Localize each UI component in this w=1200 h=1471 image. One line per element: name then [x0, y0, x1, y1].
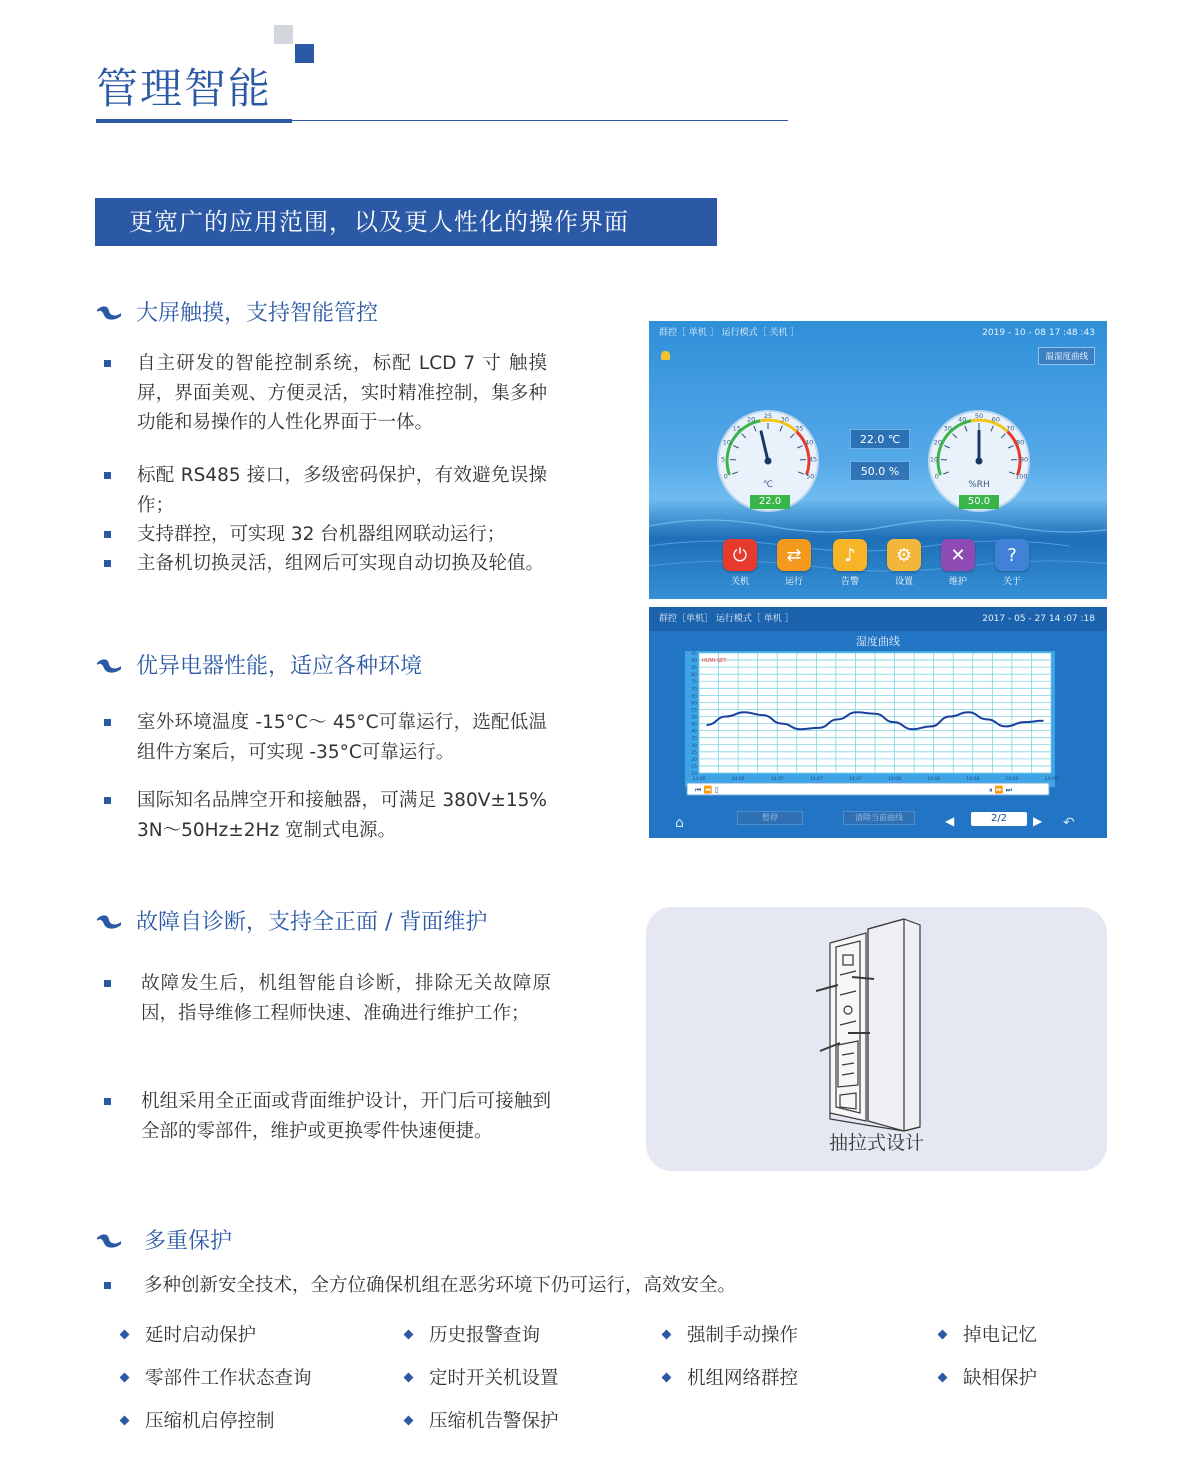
bullet-square: [104, 360, 111, 367]
chart-ytick-label: 25: [691, 750, 697, 756]
hum-gauge-tick-label: 40: [958, 415, 967, 424]
chart-ytick-label: 40: [691, 729, 697, 735]
menu-label: 设置: [894, 577, 913, 587]
hum-gauge-hub: [976, 458, 983, 465]
humidity-point: [781, 723, 783, 725]
chart-xtick-label: 14:06: [731, 777, 745, 782]
feature-item: [663, 1364, 798, 1390]
tools-icon: ✕: [941, 539, 975, 571]
chart-xtick-label: 14:08: [966, 777, 980, 782]
chart-ytick-label: 55: [691, 708, 697, 714]
chart-ytick-label: 20: [691, 757, 697, 763]
chart-ytick-label: 85: [691, 666, 697, 672]
cycle-icon: ⇄: [777, 539, 811, 571]
menu-label: 告警: [840, 577, 859, 587]
chart-ytick-label: 70: [691, 687, 697, 693]
bullet-text: 室外环境温度 -15°C～ 45°C可靠运行，选配低温组件方案后，可实现 -35°C可靠运行。: [137, 712, 547, 763]
diamond-bullet: [938, 1372, 948, 1382]
temp-gauge-tick-label: 25: [763, 412, 773, 420]
touchscreen-main: [649, 321, 1107, 599]
chart-xtick-label: 14:07: [809, 777, 823, 782]
wave-icon: [96, 303, 122, 321]
chart-ytick-label: 35: [691, 736, 697, 742]
cabinet-drawing: [816, 915, 936, 1133]
title-underline: [96, 119, 292, 123]
chart-xtick-label: 14:06: [692, 777, 706, 782]
humidity-point: [986, 719, 988, 721]
menu-label: 运行: [784, 577, 803, 587]
hum-gauge-tick-label: 50: [974, 412, 984, 420]
back-icon[interactable]: ↶: [1063, 815, 1075, 831]
temp-gauge-unit: ℃: [762, 480, 774, 490]
humidity-point: [968, 711, 970, 713]
wave-icon: [96, 656, 122, 674]
humidity-point: [837, 719, 839, 721]
feature-item: [939, 1364, 1037, 1390]
menu-button-maintenance[interactable]: [941, 539, 975, 587]
page-title: 管理智能: [96, 64, 273, 113]
humidity-point: [1024, 721, 1026, 723]
bullet-paragraph: [104, 461, 554, 520]
section-heading: [96, 649, 422, 680]
feature-label: 掉电记忆: [963, 1325, 1038, 1346]
bullet-square: [104, 472, 111, 479]
section-heading: [96, 1224, 232, 1255]
hum-gauge-tick-label: 90: [1019, 455, 1029, 464]
chart-ytick-label: 80: [691, 673, 697, 679]
hum-gauge-tick-label: 70: [1006, 424, 1015, 433]
pause-button[interactable]: 暂停: [737, 811, 803, 825]
menu-label: 维护: [948, 577, 967, 587]
cabinet-card: [646, 907, 1107, 1171]
feature-label: 压缩机告警保护: [429, 1411, 559, 1432]
feature-item: [121, 1407, 275, 1433]
chart-title: 湿度曲线: [856, 635, 900, 648]
humidity-point: [706, 724, 708, 726]
cabinet-caption: 抽拉式设计: [828, 1132, 924, 1154]
diamond-bullet: [404, 1415, 414, 1425]
prev-page-icon[interactable]: ◀: [945, 814, 955, 828]
hum-gauge-tick-label: 20: [933, 438, 943, 447]
humidity-point: [893, 721, 895, 723]
bullet-text: 故障发生后，机组智能自诊断，排除无关故障原因，指导维修工程师快速、准确进行维护工作；: [141, 973, 551, 1024]
bullet-square: [104, 560, 111, 567]
feature-item: [121, 1321, 256, 1347]
humidity-point: [800, 728, 802, 730]
chart-ytick-label: 30: [691, 743, 697, 749]
feature-item: [405, 1407, 559, 1433]
chart-xtick-label: 14:07: [770, 777, 784, 782]
bullet-paragraph: [104, 349, 554, 438]
help-icon: ?: [995, 539, 1029, 571]
diamond-bullet: [404, 1329, 414, 1339]
humidity-chart: [649, 607, 1107, 838]
feature-label: 定时开关机设置: [429, 1368, 559, 1389]
bullet-paragraph: [104, 708, 554, 767]
temp-gauge-tick-label: 40: [804, 438, 814, 447]
page-indicator: 2/2: [971, 812, 1027, 826]
feature-label: 延时启动保护: [145, 1325, 257, 1346]
section-title: 优异电器性能，适应各种环境: [136, 654, 423, 679]
bell-icon: ♪: [833, 539, 867, 571]
hum-gauge-tick-label: 80: [1015, 438, 1025, 447]
bullet-text: 国际知名品牌空开和接触器，可满足 380V±15% 3N～50Hz±2Hz 宽制式电源。: [137, 790, 547, 841]
chart-series-label: HUMI-SET: [702, 658, 727, 664]
temp-readout: 22.0 ℃: [850, 429, 910, 449]
bullet-text: 机组采用全正面或背面维护设计，开门后可接触到全部的零部件，维护或更换零件快速便捷。: [141, 1091, 551, 1142]
menu-label: 关于: [1002, 577, 1021, 587]
menu-button-about[interactable]: [995, 539, 1029, 587]
humidity-point: [912, 728, 914, 730]
bullet-text: 标配 RS485 接口，多级密码保护，有效避免误操作；: [137, 465, 547, 516]
menu-button-run[interactable]: [777, 539, 811, 587]
rewind-icon[interactable]: ⏮ ⏪ ▯: [695, 786, 719, 794]
chart-ytick-label: 50: [691, 715, 697, 721]
feature-label: 历史报警查询: [429, 1325, 541, 1346]
chart-ytick-label: 75: [691, 680, 697, 686]
chart-ytick-label: 15: [691, 764, 697, 770]
chart-xtick-label: 14:09: [1044, 777, 1058, 782]
humidity-point: [930, 726, 932, 728]
temp-gauge-tick-label: 50: [806, 472, 815, 481]
chart-ytick-label: 10: [691, 772, 697, 777]
wave-icon: [96, 912, 122, 930]
temp-gauge-tick-label: 35: [795, 424, 804, 433]
chart-ytick-label: 90: [691, 659, 697, 665]
deco-square-blue: [295, 44, 314, 63]
temp-gauge-tick-label: 15: [732, 424, 741, 433]
hum-gauge-tick-label: 60: [991, 415, 1000, 424]
bullet-square: [104, 531, 111, 538]
bullet-paragraph: [104, 549, 554, 579]
menu-button-alarm[interactable]: [833, 539, 867, 587]
status-datetime: 2017 - 05 - 27 14 :07 :18: [982, 614, 1095, 624]
humidity-point: [874, 713, 876, 715]
curve-tab-button[interactable]: 温湿度曲线: [1038, 347, 1095, 365]
chart-xtick-label: 14:07: [848, 777, 862, 782]
bullet-square: [104, 797, 111, 804]
status-mode: 群控［ 单机 ］ 运行模式［ 关机 ］: [659, 328, 800, 338]
temp-gauge-tick-label: 10: [722, 438, 732, 447]
bullet-square: [104, 980, 111, 987]
humidity-point: [856, 711, 858, 713]
section-title: 多重保护: [144, 1229, 233, 1254]
bullet-text: 主备机切换灵活，组网后可实现自动切换及轮值。: [137, 553, 545, 574]
bullet-text: 多种创新安全技术，全方位确保机组在恶劣环境下仍可运行，高效安全。: [144, 1275, 737, 1296]
feature-item: [939, 1321, 1037, 1347]
bullet-square: [104, 1282, 111, 1289]
home-icon[interactable]: ⌂: [675, 815, 684, 831]
clear-curve-button[interactable]: 清除当前曲线: [843, 811, 915, 825]
hum-readout: 50.0 %: [850, 461, 910, 481]
diamond-bullet: [662, 1372, 672, 1382]
touchscreen-curve: [649, 607, 1107, 838]
hum-gauge-tick-label: 0: [934, 472, 939, 481]
diamond-bullet: [120, 1372, 130, 1382]
gear-icon: ⚙: [887, 539, 921, 571]
feature-label: 零部件工作状态查询: [145, 1368, 312, 1389]
feature-item: [663, 1321, 798, 1347]
menu-label: 关机: [730, 577, 749, 587]
temp-gauge-hub: [765, 458, 772, 465]
temp-gauge-tick-label: 5: [720, 455, 726, 464]
bullet-paragraph: [104, 969, 559, 1028]
bullet-paragraph: [104, 786, 554, 845]
bullet-square: [104, 719, 111, 726]
feature-label: 机组网络群控: [687, 1368, 799, 1389]
bullet-paragraph: [104, 1271, 1004, 1301]
forward-icon[interactable]: ⏸ ⏩ ⏭: [989, 786, 1012, 794]
diamond-bullet: [662, 1329, 672, 1339]
diamond-bullet: [120, 1415, 130, 1425]
temp-gauge-tick-label: 45: [808, 455, 818, 464]
humidity-point: [1005, 726, 1007, 728]
status-mode: 群控［单机］ 运行模式［ 单机 ］: [659, 614, 794, 624]
section-title: 大屏触摸，支持智能管控: [136, 301, 379, 326]
temp-gauge-tick-label: 0: [723, 472, 728, 481]
bullet-text: 自主研发的智能控制系统，标配 LCD 7 寸 触摸屏，界面美观、方便灵活，实时精准控制，集多种功能和易操作的人性化界面于一体。: [137, 353, 547, 433]
diamond-bullet: [120, 1329, 130, 1339]
hum-gauge-tick-label: 100: [1015, 472, 1028, 481]
chart-xtick-label: 14:08: [927, 777, 941, 782]
chart-ytick-label: 95: [691, 652, 697, 657]
feature-item: [121, 1364, 312, 1390]
power-icon: ⏻: [723, 539, 757, 571]
section-heading: [96, 296, 378, 327]
bullet-paragraph: [104, 1087, 559, 1146]
menu-button-shutdown[interactable]: [723, 539, 757, 587]
feature-label: 缺相保护: [963, 1368, 1038, 1389]
temp-value-badge: 22.0: [750, 495, 790, 509]
hum-gauge-tick-label: 10: [929, 455, 939, 464]
status-datetime: 2019 - 10 - 08 17 :48 :43: [982, 328, 1095, 338]
menu-button-settings[interactable]: [887, 539, 921, 587]
bullet-paragraph: [104, 520, 554, 550]
humidity-point: [1042, 720, 1044, 722]
humidity-point: [818, 727, 820, 729]
wave-icon: [96, 1231, 122, 1249]
section-heading: [96, 905, 487, 936]
humidity-point: [744, 711, 746, 713]
feature-item: [405, 1321, 540, 1347]
humidity-point: [762, 714, 764, 716]
bullet-text: 支持群控，可实现 32 台机器组网联动运行；: [137, 524, 506, 545]
next-page-icon[interactable]: ▶: [1033, 814, 1043, 828]
hum-value-badge: 50.0: [959, 495, 999, 509]
section-title: 故障自诊断，支持全正面 / 背面维护: [136, 910, 488, 935]
chart-xtick-label: 14:09: [1005, 777, 1019, 782]
diamond-bullet: [404, 1372, 414, 1382]
feature-item: [405, 1364, 559, 1390]
feature-label: 强制手动操作: [687, 1325, 799, 1346]
chart-xtick-label: 14:08: [888, 777, 902, 782]
gauge-panel: [649, 321, 1107, 521]
deco-square-light: [274, 25, 293, 44]
section-banner: 更宽广的应用范围，以及更人性化的操作界面: [95, 198, 717, 246]
chart-ytick-label: 60: [691, 701, 697, 707]
hum-gauge-unit: %RH: [968, 480, 990, 490]
bullet-square: [104, 1098, 111, 1105]
temp-gauge-tick-label: 30: [780, 415, 789, 424]
humidity-point: [725, 716, 727, 718]
title-rule: [292, 120, 788, 121]
hum-gauge-tick-label: 30: [943, 424, 952, 433]
feature-label: 压缩机启停控制: [145, 1411, 275, 1432]
diamond-bullet: [938, 1329, 948, 1339]
chart-ytick-label: 45: [691, 722, 697, 728]
humidity-point: [949, 716, 951, 718]
chart-ytick-label: 65: [691, 694, 697, 700]
temp-gauge-tick-label: 20: [747, 415, 756, 424]
